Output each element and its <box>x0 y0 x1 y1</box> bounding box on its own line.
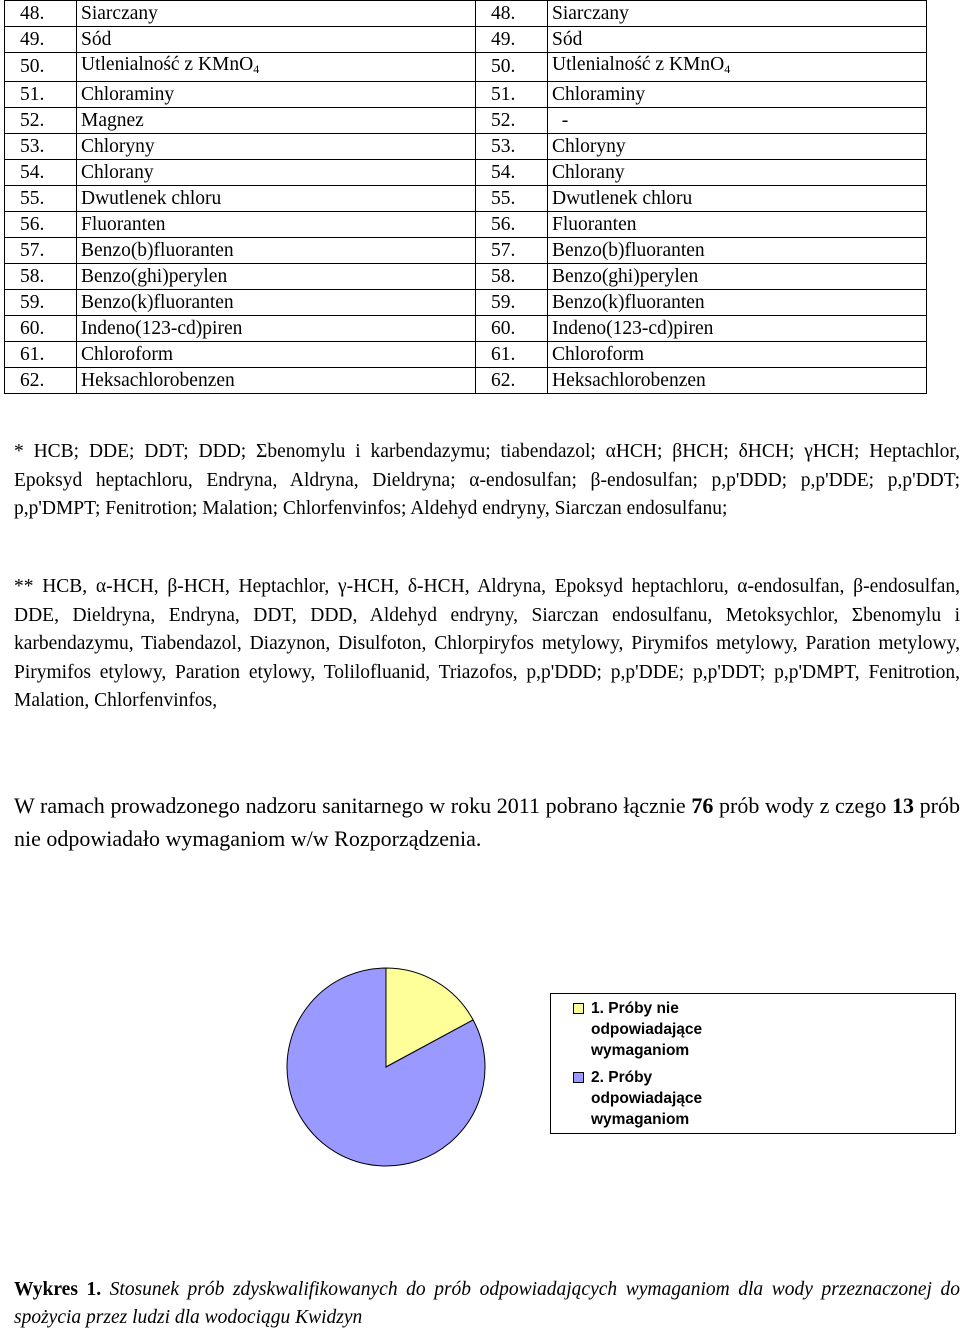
summary-text-2: prób wody z czego <box>713 793 892 818</box>
row-number-left <box>5 316 77 342</box>
row-number-left <box>5 108 77 134</box>
parameter-name-right-text: Siarczany <box>552 2 629 24</box>
parameter-name-left-text: Chloroform <box>81 343 174 365</box>
parameter-name-left <box>77 160 476 186</box>
table-row <box>5 134 927 160</box>
row-number-right-text: 57. <box>491 239 516 261</box>
row-number-right <box>476 108 548 134</box>
row-number-left-text: 52. <box>20 109 45 131</box>
parameter-name-left <box>77 186 476 212</box>
row-number-right-text: 50. <box>491 56 516 77</box>
parameter-name-right <box>548 368 927 394</box>
table-row <box>5 290 927 316</box>
row-number-right-text: 60. <box>491 317 516 339</box>
footnote-double-asterisk: ** HCB, α-HCH, β-HCH, Heptachlor, γ-HCH, δ-HCH, Aldryna, Epoksyd heptachloru, α-endosulfan, β-endosulfan, DDE, Dieldryna, Endryna, DDT, DDD, Aldehyd endryny, Siarczan endosulfanu, Metoksychlor, Σbenomylu i karbendazymu, Tiabendazol, Diazynon, Disulfoton, Chlorpiryfos metylowy, Pirymifos metylowy, Paration metylowy, Pirymifos etylowy, Paration etylowy, Tolilofluanid, Triazofos, p,p'DDD; p,p'DDE; p,p'DDT; p,p'DMPT, Fenitrotion, Malation, Chlorfenvinfos, <box>14 576 960 711</box>
row-number-right <box>476 290 548 316</box>
parameter-name-right <box>548 82 927 108</box>
table-row <box>5 160 927 186</box>
row-number-left-text: 59. <box>20 291 45 313</box>
parameter-name-right <box>548 53 927 82</box>
row-number-left <box>5 264 77 290</box>
legend-swatch-blue <box>573 1072 584 1083</box>
row-number-left <box>5 238 77 264</box>
row-number-left-text: 50. <box>20 56 45 77</box>
row-number-right-text: 56. <box>491 213 516 235</box>
footnote-single-asterisk: * HCB; DDE; DDT; DDD; Σbenomylu i karbendazymu; tiabendazol; αHCH; βHCH; δHCH; γHCH; Heptachlor, Epoksyd heptachloru, Endryna, Aldryna, Dieldryna; α-endosulfan; β-endosulfan; p,p'DDD; p,p'DDE; p,p'DDT; p,p'DMPT; Fenitrotion; Malation; Chlorfenvinfos; Aldehyd endryny, Siarczan endosulfanu; <box>14 441 960 519</box>
caption-text: Stosunek prób zdyskwalifikowanych do prób odpowiadających wymaganiom dla wody przeznaczonej do spożycia przez ludzi dla wodociągu Kwidzyn <box>14 1279 960 1328</box>
row-number-right <box>476 53 548 82</box>
parameter-name-right <box>548 238 927 264</box>
row-number-right-text: 48. <box>491 2 516 24</box>
parameter-name-left <box>77 108 476 134</box>
table-row <box>5 212 927 238</box>
parameter-name-right-text: Chloroform <box>552 343 645 365</box>
parameter-name-left-text: Benzo(ghi)perylen <box>81 265 228 287</box>
parameter-name-left <box>77 27 476 53</box>
parameter-name-left <box>77 238 476 264</box>
parameter-name-left <box>77 316 476 342</box>
table-row <box>5 368 927 394</box>
table-row <box>5 342 927 368</box>
row-number-right-text: 52. <box>491 109 516 131</box>
table-row <box>5 82 927 108</box>
row-number-right <box>476 238 548 264</box>
parameter-name-right <box>548 342 927 368</box>
row-number-right <box>476 186 548 212</box>
table-row <box>5 1 927 27</box>
row-number-left <box>5 290 77 316</box>
parameters-table <box>4 0 927 394</box>
parameter-name-right <box>548 108 927 134</box>
legend-item-noncompliant <box>573 998 733 1061</box>
row-number-right <box>476 1 548 27</box>
row-number-left <box>5 186 77 212</box>
parameter-name-left <box>77 82 476 108</box>
summary-failed-count: 13 <box>892 793 914 818</box>
parameter-name-right <box>548 1 927 27</box>
row-number-left-text: 51. <box>20 83 45 105</box>
parameter-name-right-text: Indeno(123-cd)piren <box>552 317 714 339</box>
parameter-name-right-text: Benzo(b)fluoranten <box>552 239 705 261</box>
row-number-left-text: 55. <box>20 187 45 209</box>
parameter-name-left-text: Heksachlorobenzen <box>81 369 235 391</box>
chart-legend <box>550 993 956 1134</box>
parameter-name-right <box>548 264 927 290</box>
parameter-name-left <box>77 342 476 368</box>
row-number-right <box>476 316 548 342</box>
row-number-left-text: 62. <box>20 369 45 391</box>
row-number-left <box>5 368 77 394</box>
row-number-right-text: 62. <box>491 369 516 391</box>
row-number-left <box>5 212 77 238</box>
parameter-name-right <box>548 134 927 160</box>
parameter-name-left-text: Magnez <box>81 109 144 131</box>
table-row <box>5 53 927 82</box>
figure-caption <box>14 1276 960 1332</box>
table-row <box>5 27 927 53</box>
parameter-name-right-text: Dwutlenek chloru <box>552 187 693 209</box>
parameter-name-right-text: Chloraminy <box>552 83 646 105</box>
caption-label: Wykres 1. <box>14 1279 102 1300</box>
parameter-name-right-text: - <box>552 109 569 131</box>
parameter-name-left-text: Chloraminy <box>81 83 175 105</box>
parameter-name-right <box>548 186 927 212</box>
row-number-right-text: 49. <box>491 28 516 50</box>
row-number-left-text: 49. <box>20 28 45 50</box>
row-number-left-text: 53. <box>20 135 45 157</box>
legend-swatch-yellow <box>573 1003 584 1014</box>
row-number-left-text: 60. <box>20 317 45 339</box>
pie-chart <box>286 967 486 1167</box>
parameter-name-left-text: Benzo(k)fluoranten <box>81 291 234 313</box>
summary-total-count: 76 <box>691 793 714 818</box>
row-number-right-text: 59. <box>491 291 516 313</box>
parameter-name-left-text: Utlenialność z KMnO <box>81 54 254 75</box>
table-row <box>5 108 927 134</box>
parameter-name-left-text: Sód <box>81 28 112 50</box>
legend-label-noncompliant: 1. Próby nie odpowiadające wymaganiom <box>591 1000 703 1059</box>
parameter-name-right-text: Benzo(ghi)perylen <box>552 265 699 287</box>
summary-text-1: W ramach prowadzonego nadzoru sanitarnego w roku 2011 pobrano łącznie <box>14 793 692 818</box>
row-number-right <box>476 82 548 108</box>
parameter-name-left-text: Fluoranten <box>81 213 166 235</box>
row-number-right-text: 55. <box>491 187 516 209</box>
row-number-right-text: 51. <box>491 83 516 105</box>
parameter-name-left-text: Indeno(123-cd)piren <box>81 317 243 339</box>
parameter-name-left-text: Siarczany <box>81 2 158 24</box>
parameter-name-left-text: Dwutlenek chloru <box>81 187 222 209</box>
row-number-right-text: 53. <box>491 135 516 157</box>
parameter-name-left-text: Chlorany <box>81 161 154 183</box>
summary-text-3: prób nie odpowiadało wymaganiom w/w Rozporządzenia. <box>14 793 960 851</box>
row-number-right-text: 58. <box>491 265 516 287</box>
row-number-right <box>476 264 548 290</box>
parameter-name-right <box>548 290 927 316</box>
row-number-left-text: 61. <box>20 343 45 365</box>
row-number-left <box>5 342 77 368</box>
parameter-name-left <box>77 134 476 160</box>
parameter-name-left <box>77 212 476 238</box>
parameter-name-left <box>77 1 476 27</box>
table-row <box>5 264 927 290</box>
subscript: 4 <box>724 62 731 76</box>
parameter-name-right <box>548 160 927 186</box>
parameter-name-left-text: Chloryny <box>81 135 155 157</box>
row-number-right-text: 61. <box>491 343 516 365</box>
parameter-name-left <box>77 368 476 394</box>
subscript: 4 <box>253 62 260 76</box>
parameter-name-left <box>77 53 476 82</box>
parameter-name-right-text: Chlorany <box>552 161 625 183</box>
table-row <box>5 316 927 342</box>
row-number-right <box>476 27 548 53</box>
row-number-right <box>476 160 548 186</box>
legend-item-compliant <box>573 1067 733 1130</box>
row-number-right <box>476 212 548 238</box>
row-number-left <box>5 1 77 27</box>
table-row <box>5 238 927 264</box>
parameters-table-body <box>5 1 927 394</box>
parameter-name-right <box>548 212 927 238</box>
row-number-left <box>5 53 77 82</box>
parameter-name-left-text: Benzo(b)fluoranten <box>81 239 234 261</box>
row-number-left-text: 57. <box>20 239 45 261</box>
summary-paragraph <box>14 789 960 855</box>
row-number-left <box>5 134 77 160</box>
parameter-name-right-text: Sód <box>552 28 583 50</box>
row-number-left-text: 56. <box>20 213 45 235</box>
row-number-left-text: 54. <box>20 161 45 183</box>
parameter-name-right <box>548 27 927 53</box>
parameter-name-right-text: Benzo(k)fluoranten <box>552 291 705 313</box>
parameter-name-right-text: Utlenialność z KMnO <box>552 54 725 75</box>
row-number-right <box>476 368 548 394</box>
parameter-name-left <box>77 264 476 290</box>
parameter-name-right-text: Chloryny <box>552 135 626 157</box>
row-number-left-text: 48. <box>20 2 45 24</box>
parameter-name-right-text: Fluoranten <box>552 213 637 235</box>
row-number-left-text: 58. <box>20 265 45 287</box>
row-number-left <box>5 27 77 53</box>
row-number-left <box>5 82 77 108</box>
row-number-left <box>5 160 77 186</box>
table-row <box>5 186 927 212</box>
row-number-right-text: 54. <box>491 161 516 183</box>
parameter-name-right <box>548 316 927 342</box>
row-number-right <box>476 134 548 160</box>
parameter-name-right-text: Heksachlorobenzen <box>552 369 706 391</box>
row-number-right <box>476 342 548 368</box>
legend-label-compliant: 2. Próby odpowiadające wymaganiom <box>591 1069 703 1128</box>
parameter-name-left <box>77 290 476 316</box>
